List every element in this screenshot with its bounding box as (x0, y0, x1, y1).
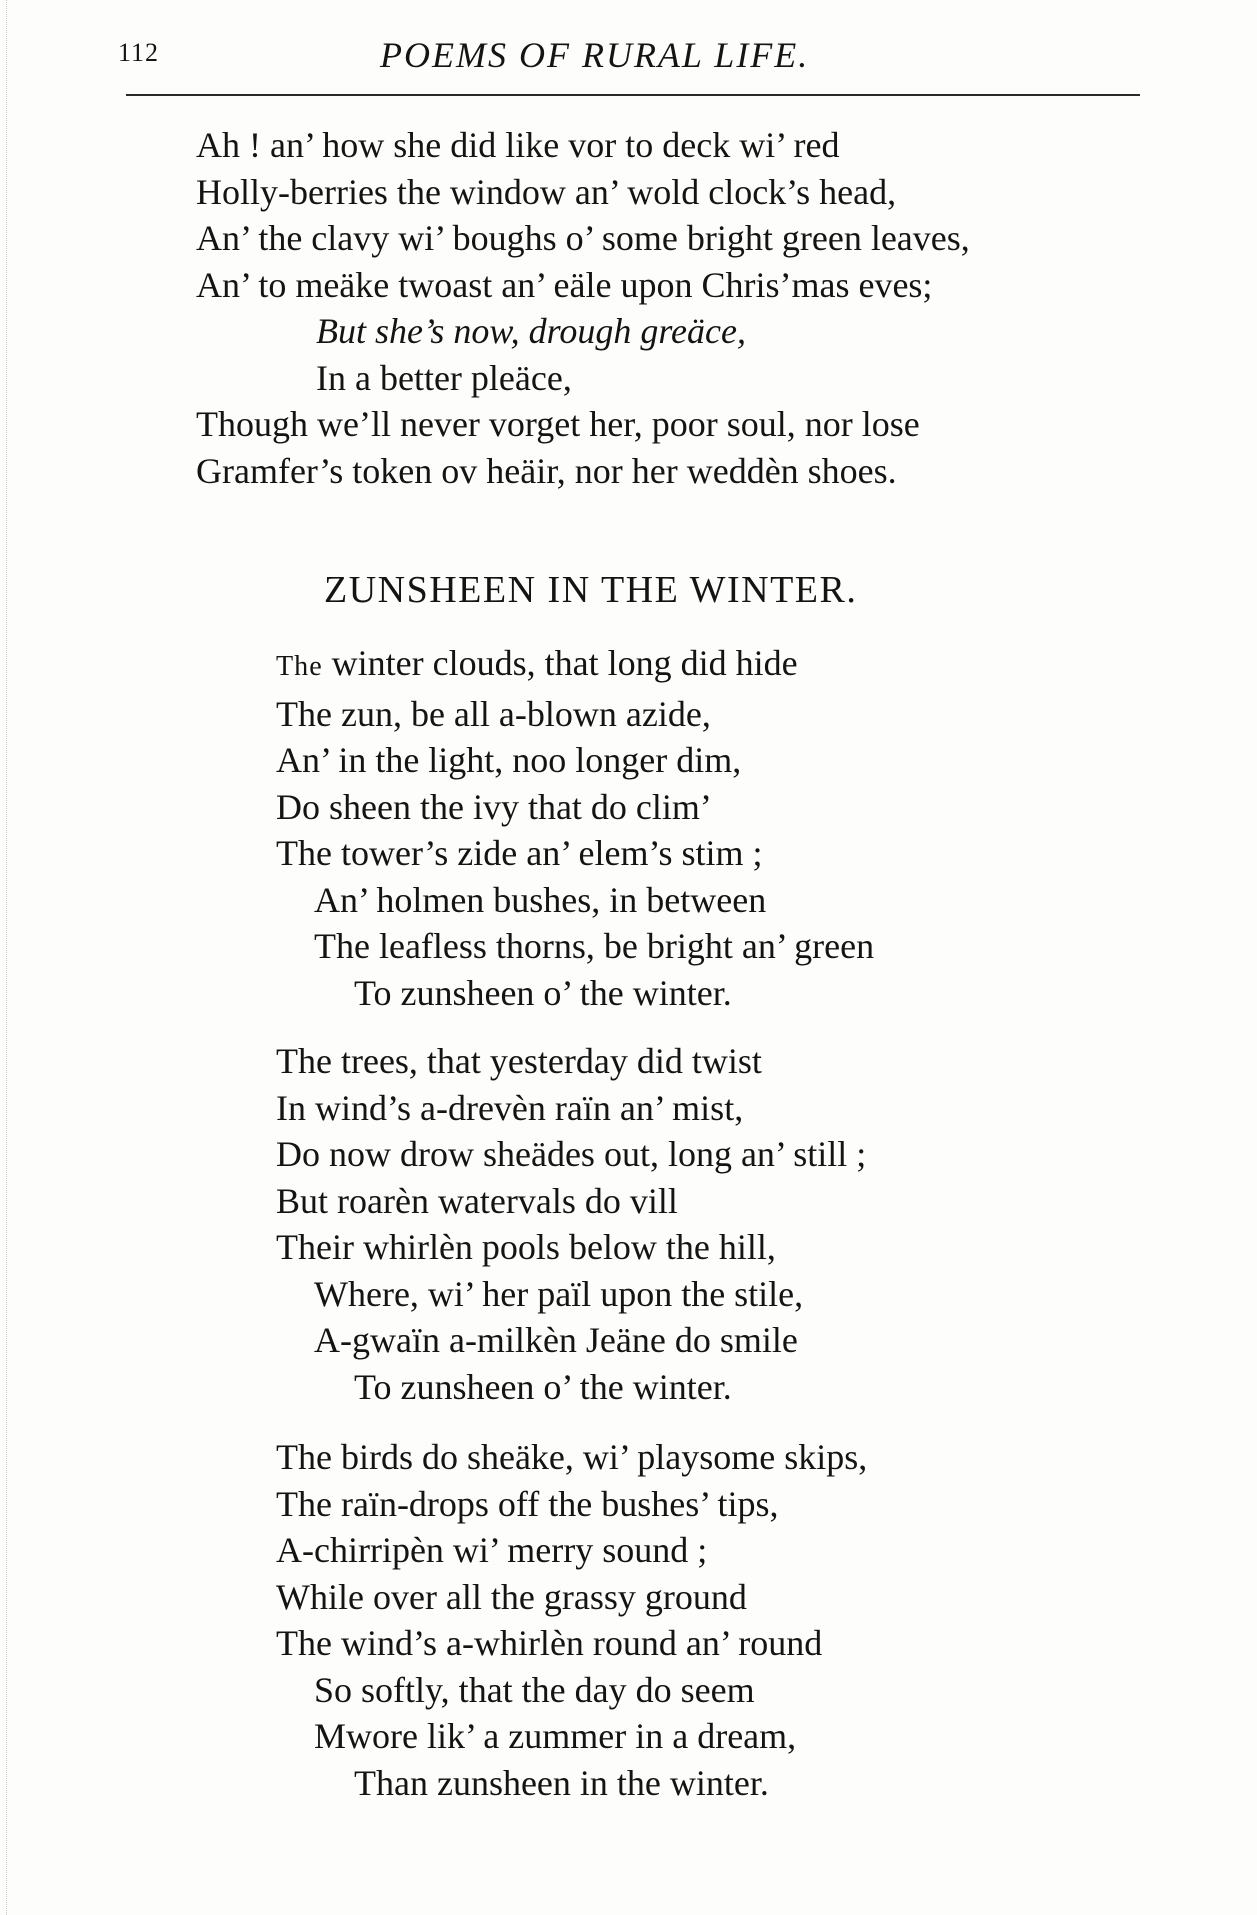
verse-line: To zunsheen o’ the winter. (354, 972, 732, 1013)
verse-line: Where, wi’ her païl upon the stile, (314, 1273, 804, 1314)
page-number: 112 (118, 38, 160, 67)
verse-line: An’ the clavy wi’ boughs o’ some bright green leaves, (196, 218, 970, 258)
header-rule (126, 94, 1140, 96)
verse-line: The leafless thorns, be bright an’ green (314, 926, 875, 966)
verse-line: A-gwaïn a-milkèn Jeäne do smile (314, 1320, 798, 1360)
verse-line: The raïn-drops off the bushes’ tips, (276, 1483, 779, 1524)
verse-line: Than zunsheen in the winter. (354, 1762, 769, 1803)
first-line-rest: winter clouds, that long did hide (322, 643, 798, 683)
verse-line: The wind’s a-whirlèn round an’ round (276, 1623, 823, 1663)
poem-title: ZUNSHEEN IN THE WINTER. (324, 569, 858, 611)
verse-line: An’ in the light, noo longer dim, (276, 740, 742, 780)
verse-line: In wind’s a-drevèn raïn an’ mist, (276, 1087, 744, 1128)
verse-line: An’ holmen bushes, in between (314, 879, 767, 920)
verse-line: A-chirripèn wi’ merry sound ; (276, 1530, 708, 1570)
verse-line: Ah ! an’ how she did like vor to deck wi’ red (196, 125, 840, 165)
poem-stanza-3 (0, 1434, 867, 1806)
verse-line: The tower’s zide an’ elem’s stim ; (276, 833, 763, 873)
verse-line: The birds do sheäke, wi’ playsome skips, (276, 1437, 868, 1477)
verse-line-first (276, 640, 874, 691)
verse-line: Gramfer’s token ov heäir, nor her weddèn shoes. (196, 450, 897, 491)
verse-line: Mwore lik’ a zummer in a dream, (314, 1716, 797, 1756)
previous-poem-stanza (0, 122, 970, 494)
verse-line: The trees, that yesterday did twist (276, 1041, 762, 1081)
verse-line: An’ to meäke twoast an’ eäle upon Chris’mas eves; (196, 264, 933, 305)
verse-line: The zun, be all a-blown azide, (276, 693, 711, 734)
first-word-caps: The (276, 651, 323, 682)
verse-line: But she’s now, drough greäce, (316, 311, 746, 351)
poem-stanza-2 (0, 1038, 866, 1410)
running-title: POEMS OF RURAL LIFE. (380, 35, 810, 75)
verse-line: In a better pleäce, (316, 357, 572, 398)
verse-line: So softly, that the day do seem (314, 1669, 755, 1710)
verse-line: Do now drow sheädes out, long an’ still ; (276, 1134, 867, 1174)
verse-line: Their whirlèn pools below the hill, (276, 1227, 776, 1267)
verse-line: But roarèn watervals do vill (276, 1180, 678, 1221)
verse-line: Though we’ll never vorget her, poor soul, nor lose (196, 404, 920, 444)
verse-line: Do sheen the ivy that do clim’ (276, 786, 712, 827)
verse-line: While over all the grassy ground (276, 1576, 747, 1617)
verse-line: Holly-berries the window an’ wold clock’s head, (196, 171, 897, 212)
poem-stanza-1 (0, 640, 874, 1016)
verse-line: To zunsheen o’ the winter. (354, 1366, 732, 1407)
